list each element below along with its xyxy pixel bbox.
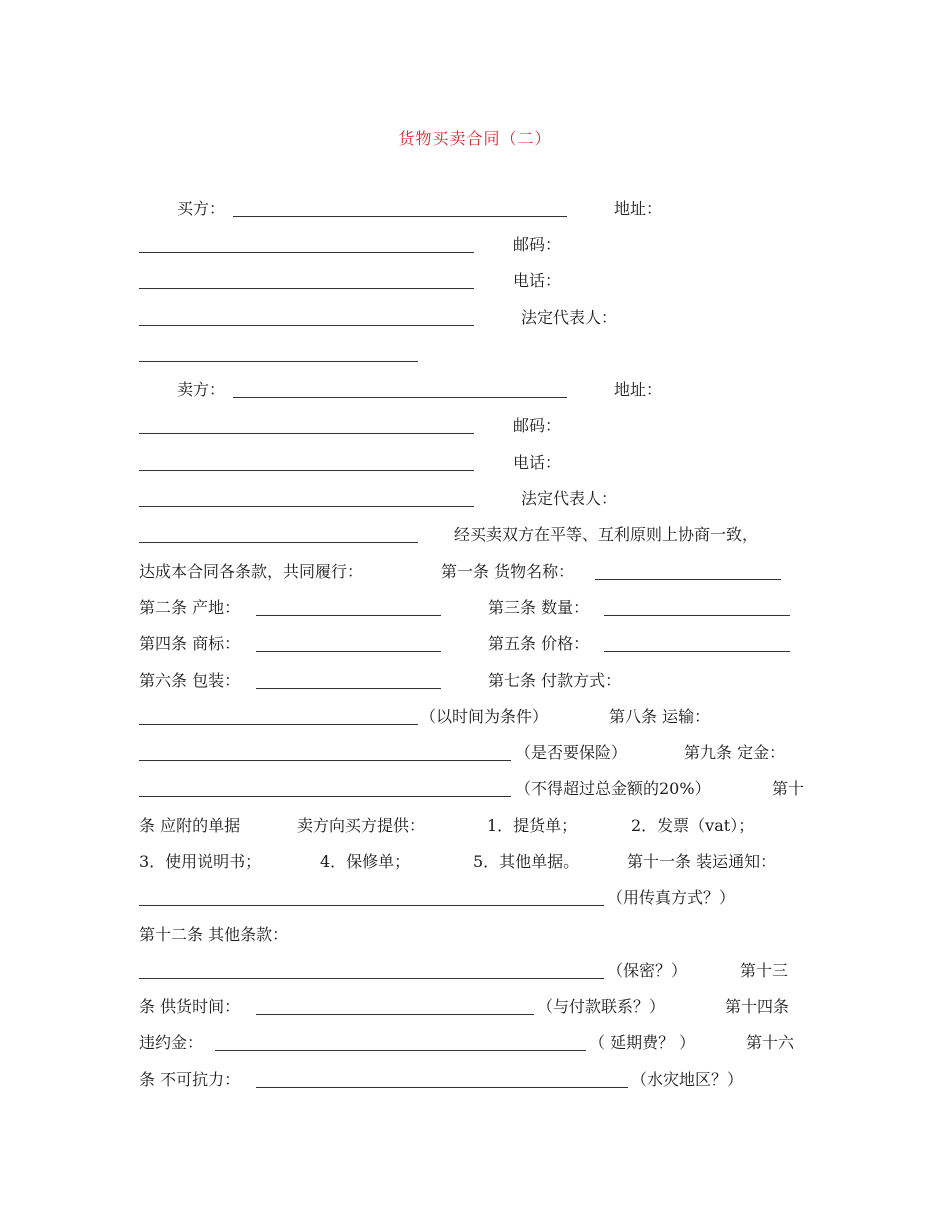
- buyer-line: [139, 197, 819, 221]
- article-13-label-part1: 第十三: [740, 961, 789, 980]
- article-6-label: 第六条 包装：: [139, 671, 241, 690]
- seller-name-blank: [233, 397, 567, 398]
- article-2-3-line: [139, 596, 819, 620]
- deposit-blank: [139, 796, 511, 797]
- article-3-label: 第三条 数量：: [488, 598, 590, 617]
- article-10-docs-line: [139, 814, 819, 838]
- article-8-line: [139, 705, 819, 729]
- article-14-line: [139, 1031, 819, 1055]
- article-14-label-part2: 违约金：: [139, 1033, 204, 1052]
- seller-legal-rep-blank: [139, 542, 418, 543]
- origin-blank: [256, 615, 441, 616]
- article-6-7-line: [139, 669, 819, 693]
- buyer-legal-rep-line: [139, 306, 819, 330]
- article-16-label-part1: 第十六: [746, 1033, 795, 1052]
- article-14-label-part1: 第十四条: [725, 997, 790, 1016]
- article-12-blank-line: [139, 959, 819, 983]
- article-9-label: 第九条 定金：: [684, 743, 786, 762]
- quantity-blank: [604, 615, 790, 616]
- buyer-postcode-blank: [139, 288, 474, 289]
- article-16-line: [139, 1068, 819, 1092]
- article-11-note: （用传真方式？）: [607, 888, 736, 907]
- buyer-legal-rep-blank: [139, 361, 418, 362]
- seller-address-blank: [139, 433, 474, 434]
- intro-text-1: 经买卖双方在平等、互利原则上协商一致，: [454, 525, 759, 544]
- article-16-note: （水灾地区？）: [631, 1070, 744, 1089]
- seller-address-label: 地址：: [614, 380, 663, 399]
- buyer-phone-blank: [139, 325, 474, 326]
- article-11-label: 第十一条 装运通知：: [627, 852, 777, 871]
- intro-line: [139, 523, 819, 547]
- transport-blank: [139, 760, 511, 761]
- buyer-postcode-line: [139, 233, 819, 257]
- seller-postcode-blank: [139, 470, 474, 471]
- seller-postcode-label: 邮码：: [513, 416, 562, 435]
- penalty-blank: [215, 1050, 586, 1051]
- document-item-4: 4．保修单；: [320, 852, 411, 871]
- document-item-2: 2．发票（vat）；: [631, 816, 755, 835]
- article-10-label-part1: 第十: [772, 779, 805, 798]
- buyer-legal-rep-label: 法定代表人：: [521, 308, 618, 327]
- article-10-line: [139, 777, 819, 801]
- buyer-label: 买方：: [177, 199, 226, 218]
- document-title: 货物买卖合同（二）: [398, 129, 552, 148]
- article-9-note: （不得超过总金额的20%）: [515, 779, 711, 798]
- seller-line: [139, 378, 819, 402]
- article-10-label-part2: 条 应附的单据: [139, 816, 241, 835]
- goods-name-blank: [595, 579, 781, 580]
- force-majeure-blank: [256, 1087, 628, 1088]
- article-13-note: （与付款联系？）: [537, 997, 666, 1016]
- article-10-text: 卖方向买方提供：: [297, 816, 426, 835]
- article-4-label: 第四条 商标：: [139, 634, 241, 653]
- article-13-line: [139, 995, 819, 1019]
- article-11-line: [139, 850, 819, 874]
- trademark-blank: [256, 651, 441, 652]
- document-item-1: 1．提货单；: [487, 816, 578, 835]
- article-14-note: （ 延期费？ ）: [589, 1033, 696, 1052]
- buyer-phone-label: 电话：: [513, 271, 562, 290]
- article-8-note: （是否要保险）: [515, 743, 628, 762]
- other-terms-blank: [139, 978, 604, 979]
- buyer-address-label: 地址：: [614, 199, 663, 218]
- buyer-name-blank: [233, 216, 567, 217]
- seller-label: 卖方：: [177, 380, 226, 399]
- document-item-5: 5．其他单据。: [473, 852, 580, 871]
- article-1-label: 第一条 货物名称：: [441, 562, 575, 581]
- seller-postcode-line: [139, 414, 819, 438]
- buyer-legal-rep-blank-line: [139, 342, 819, 366]
- buyer-phone-line: [139, 269, 819, 293]
- intro-text-2: 达成本合同各条款，共同履行：: [139, 562, 364, 581]
- seller-legal-rep-label: 法定代表人：: [521, 489, 618, 508]
- article-16-label-part2: 条 不可抗力：: [139, 1070, 241, 1089]
- packaging-blank: [256, 688, 441, 689]
- article-5-label: 第五条 价格：: [488, 634, 590, 653]
- article-7-label: 第七条 付款方式：: [488, 671, 622, 690]
- seller-legal-rep-line: [139, 487, 819, 511]
- buyer-postcode-label: 邮码：: [513, 235, 562, 254]
- article-1-line: [139, 560, 819, 584]
- shipping-notice-blank: [139, 905, 604, 906]
- article-12-line: [139, 923, 819, 947]
- article-12-label: 第十二条 其他条款：: [139, 925, 289, 944]
- article-12-note: （保密？）: [607, 961, 688, 980]
- article-8-label: 第八条 运输：: [609, 707, 711, 726]
- delivery-time-blank: [256, 1014, 534, 1015]
- seller-phone-label: 电话：: [513, 453, 562, 472]
- article-4-5-line: [139, 632, 819, 656]
- article-11-blank-line: [139, 886, 819, 910]
- article-13-label-part2: 条 供货时间：: [139, 997, 241, 1016]
- article-2-label: 第二条 产地：: [139, 598, 241, 617]
- price-blank: [604, 651, 790, 652]
- seller-phone-blank: [139, 506, 474, 507]
- payment-method-blank: [139, 724, 418, 725]
- document-item-3: 3．使用说明书；: [139, 852, 262, 871]
- article-7-note: （以时间为条件）: [420, 707, 549, 726]
- article-9-line: [139, 741, 819, 765]
- buyer-address-blank: [139, 252, 474, 253]
- seller-phone-line: [139, 451, 819, 475]
